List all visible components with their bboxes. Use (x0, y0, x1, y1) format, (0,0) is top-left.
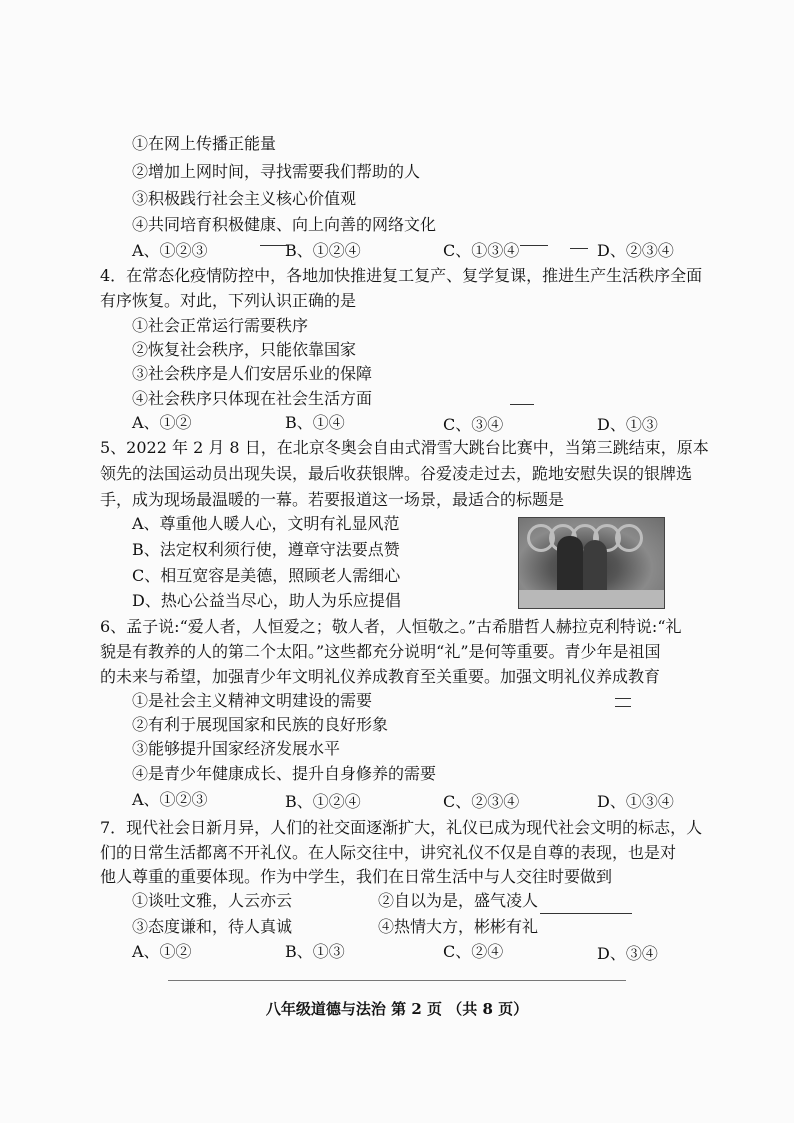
q3-option-c: C、①③④ (443, 241, 520, 260)
pen-stroke-mark (510, 404, 534, 405)
q6-option-b: B、①②④ (285, 792, 361, 811)
q7-item-1: ①谈吐文雅，人云亦云 (132, 891, 293, 910)
pen-underline-mark (540, 913, 632, 914)
q7-stem-line-1: 7．现代社会日新月异，人们的社交面逐渐扩大，礼仪已成为现代社会文明的标志，人 (100, 818, 703, 837)
q7-option-b: B、①③ (285, 942, 345, 961)
q7-option-d: D、③④ (597, 944, 658, 963)
q7-option-c: C、②④ (443, 942, 504, 961)
q5-stem-line-2: 领先的法国运动员出现失误，最后收获银牌。谷爱凌走过去，跪地安慰失误的银牌选 (100, 464, 693, 483)
q4-option-d: D、①③ (597, 415, 658, 434)
q4-item-3: ③社会秩序是人们安居乐业的保障 (132, 364, 373, 383)
q5-option-a: A、尊重他人暖人心，文明有礼显风范 (132, 514, 400, 533)
q5-option-d: D、热心公益当尽心，助人为乐应提倡 (132, 591, 401, 610)
pen-stroke-mark (520, 245, 548, 246)
q7-item-4: ④热情大方，彬彬有礼 (378, 917, 539, 936)
q5-option-c: C、相互宽容是美德，照顾老人需细心 (132, 566, 401, 585)
q6-option-c: C、②③④ (443, 792, 520, 811)
snow-ground (519, 590, 664, 608)
q4-item-4: ④社会秩序只体现在社会生活方面 (132, 389, 373, 408)
q5-stem-line-3: 手，成为现场最温暖的一幕。若要报道这一场景，最适合的标题是 (100, 490, 565, 509)
athlete-figure (557, 536, 583, 596)
q3-item-2: ②增加上网时间，寻找需要我们帮助的人 (132, 162, 421, 181)
q5-option-b: B、法定权利须行使，遵章守法要点赞 (132, 540, 400, 559)
q6-stem-line-2: 貌是有教养的人的第二个太阳。”这些都充分说明“礼”是何等重要。青少年是祖国 (100, 642, 661, 661)
q3-item-1: ①在网上传播正能量 (132, 134, 277, 153)
q7-item-2: ②自以为是，盛气凌人 (378, 891, 539, 910)
q4-option-c: C、③④ (443, 415, 504, 434)
q6-option-d: D、①③④ (597, 792, 674, 811)
pen-stroke-mark (260, 245, 288, 246)
q7-option-a: A、①② (132, 942, 192, 961)
q6-item-1: ①是社会主义精神文明建设的需要 (132, 691, 373, 710)
q4-option-a: A、①② (132, 413, 192, 432)
ski-jump-photo (518, 517, 665, 609)
olympic-ring-shape (615, 524, 643, 552)
footer-divider (168, 980, 626, 981)
pen-stroke-mark (615, 698, 631, 699)
q7-item-3: ③态度谦和，待人真诚 (132, 917, 293, 936)
q6-item-2: ②有利于展现国家和民族的良好形象 (132, 715, 389, 734)
q6-item-4: ④是青少年健康成长、提升自身修养的需要 (132, 764, 437, 783)
q6-stem-line-3: 的未来与希望，加强青少年文明礼仪养成教育至关重要。加强文明礼仪养成教育 (100, 667, 661, 686)
q3-option-a: A、①②③ (132, 241, 208, 260)
q4-item-1: ①社会正常运行需要秩序 (132, 316, 309, 335)
q3-option-b: B、①②④ (285, 241, 361, 260)
athlete-figure (583, 540, 607, 596)
q3-item-3: ③积极践行社会主义核心价值观 (132, 189, 357, 208)
q7-stem-line-3: 他人尊重的重要体现。作为中学生，我们在日常生活中与人交往时要做到 (100, 867, 613, 886)
q3-option-d: D、②③④ (597, 241, 674, 260)
page-footer: 八年级道德与法治 第 2 页 （共 8 页） (265, 1000, 529, 1018)
q6-stem-line-1: 6、孟子说:“爱人者，人恒爱之；敬人者，人恒敬之。”古希腊哲人赫拉克利特说:“礼 (100, 617, 682, 636)
q3-item-4: ④共同培育积极健康、向上向善的网络文化 (132, 215, 437, 234)
q7-stem-line-2: 们的日常生活都离不开礼仪。在人际交往中，讲究礼仪不仅是自尊的表现，也是对 (100, 843, 677, 862)
q4-option-b: B、①④ (285, 413, 345, 432)
pen-stroke-mark (570, 248, 588, 249)
q6-option-a: A、①②③ (132, 790, 208, 809)
pen-stroke-mark (615, 706, 631, 707)
q6-item-3: ③能够提升国家经济发展水平 (132, 739, 341, 758)
q5-stem-line-1: 5、2022 年 2 月 8 日，在北京冬奥会自由式滑雪大跳台比赛中，当第三跳结束，原本 (100, 438, 709, 457)
q4-stem-line-2: 有序恢复。对此，下列认识正确的是 (100, 291, 357, 310)
q4-item-2: ②恢复社会秩序，只能依靠国家 (132, 340, 357, 359)
q4-stem-line-1: 4．在常态化疫情防控中，各地加快推进复工复产、复学复课，推进生产生活秩序全面 (100, 266, 703, 285)
